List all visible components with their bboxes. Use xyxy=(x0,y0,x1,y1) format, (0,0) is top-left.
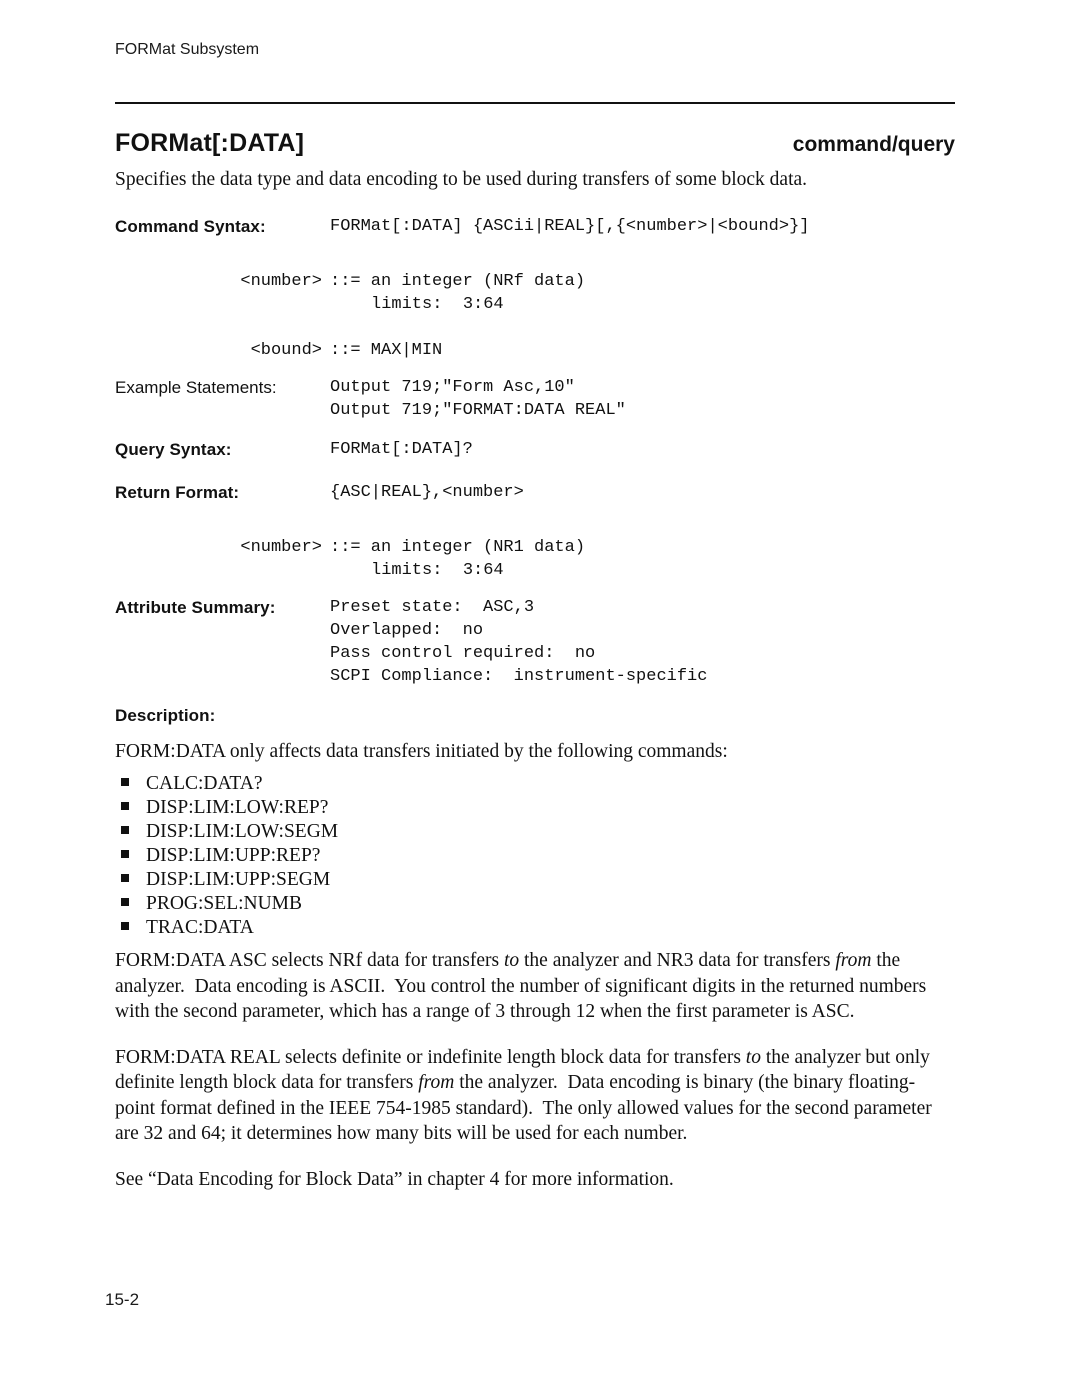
example-line: Output 719;"Form Asc,10" xyxy=(330,378,575,397)
square-bullet-icon xyxy=(121,898,129,906)
square-bullet-icon xyxy=(121,826,129,834)
running-header: FORMat Subsystem xyxy=(115,41,260,58)
square-bullet-icon xyxy=(121,850,129,858)
attribute-line: Preset state: ASC,3 xyxy=(330,598,535,617)
page-number: 15-2 xyxy=(105,1290,140,1309)
square-bullet-icon xyxy=(121,922,129,930)
attribute-summary-values xyxy=(330,596,707,688)
return-format-label: Return Format: xyxy=(115,483,240,502)
syntax-definitions-2 xyxy=(115,536,955,582)
def-value: ::= an integer (NRf data) xyxy=(330,272,586,291)
list-item-text: CALC:DATA? xyxy=(146,773,263,794)
command-syntax-code: FORMat[:DATA] {ASCii|REAL}[,{<number>|<bound>}] xyxy=(330,217,810,236)
command-bullet-list xyxy=(115,772,955,940)
def-limits: limits: 3:64 xyxy=(371,561,504,580)
attribute-summary-label: Attribute Summary: xyxy=(115,598,276,617)
attribute-summary-row xyxy=(115,596,955,688)
def-term: <bound> xyxy=(250,341,322,360)
list-item-text: TRAC:DATA xyxy=(146,917,254,938)
return-format-row xyxy=(115,481,955,504)
list-item-text: PROG:SEL:NUMB xyxy=(146,893,303,914)
list-item xyxy=(115,820,955,844)
list-item-text: DISP:LIM:LOW:SEGM xyxy=(146,821,339,842)
command-query-label: command/query xyxy=(792,133,955,156)
def-value: ::= MAX|MIN xyxy=(330,341,443,360)
example-statements-row xyxy=(115,376,955,422)
list-item xyxy=(115,868,955,892)
square-bullet-icon xyxy=(121,778,129,786)
query-syntax-code: FORMat[:DATA]? xyxy=(330,440,473,459)
list-item xyxy=(115,796,955,820)
body-paragraph-real: FORM:DATA REAL selects definite or indefinite length block data for transfers to the analyzer but only definite length block data for transfers from the analyzer. Data encoding is binary (the binary floating-point format defined in the IEEE 754-1985 standard). The only allowed values for the second parameter are 32 and 64; it determines how many bits will be used for each number. xyxy=(115,1046,937,1144)
syntax-definitions-1 xyxy=(115,270,955,362)
body-paragraph-asc: FORM:DATA ASC selects NRf data for transfers to the analyzer and NR3 data for transfers from the analyzer. Data encoding is ASCII. You control the number of significant digits in the returned numbers with the second parameter, which has a range of 3 through 12 when the first parameter is ASC. xyxy=(115,950,932,1022)
page-title: FORMat[:DATA] xyxy=(115,129,305,157)
example-line: Output 719;"FORMAT:DATA REAL" xyxy=(330,401,626,420)
def-bound xyxy=(115,339,955,362)
header-rule xyxy=(115,102,955,104)
def-limits: limits: 3:64 xyxy=(371,295,504,314)
example-statements-code xyxy=(330,376,626,422)
list-item-text: DISP:LIM:LOW:REP? xyxy=(146,797,329,818)
list-item-text: DISP:LIM:UPP:REP? xyxy=(146,845,321,866)
query-syntax-row xyxy=(115,438,955,461)
def-number-nr1 xyxy=(115,536,955,559)
attribute-line: Pass control required: no xyxy=(330,644,596,663)
list-item xyxy=(115,844,955,868)
description-label: Description: xyxy=(115,706,216,725)
list-item-text: DISP:LIM:UPP:SEGM xyxy=(146,869,331,890)
list-item xyxy=(115,772,955,796)
command-syntax-row xyxy=(115,215,955,238)
def-term: <number> xyxy=(240,272,322,291)
command-syntax-label: Command Syntax: xyxy=(115,217,266,236)
see-also-line: See “Data Encoding for Block Data” in chapter 4 for more information. xyxy=(115,1168,674,1190)
example-statements-label: Example Statements: xyxy=(115,378,277,397)
square-bullet-icon xyxy=(121,874,129,882)
square-bullet-icon xyxy=(121,802,129,810)
description-intro: FORM:DATA only affects data transfers initiated by the following commands: xyxy=(115,741,728,762)
list-item xyxy=(115,916,955,940)
description-row xyxy=(115,704,955,727)
def-value: ::= an integer (NR1 data) xyxy=(330,538,586,557)
return-format-code: {ASC|REAL},<number> xyxy=(330,483,524,502)
list-item xyxy=(115,892,955,916)
query-syntax-label: Query Syntax: xyxy=(115,440,232,459)
def-number-nrf xyxy=(115,270,955,293)
spacer xyxy=(115,316,955,339)
intro-paragraph: Specifies the data type and data encoding to be used during transfers of some block data. xyxy=(115,169,808,190)
attribute-line: SCPI Compliance: instrument-specific xyxy=(330,667,708,686)
def-term: <number> xyxy=(240,538,322,557)
attribute-line: Overlapped: no xyxy=(330,621,484,640)
title-row xyxy=(115,128,955,158)
